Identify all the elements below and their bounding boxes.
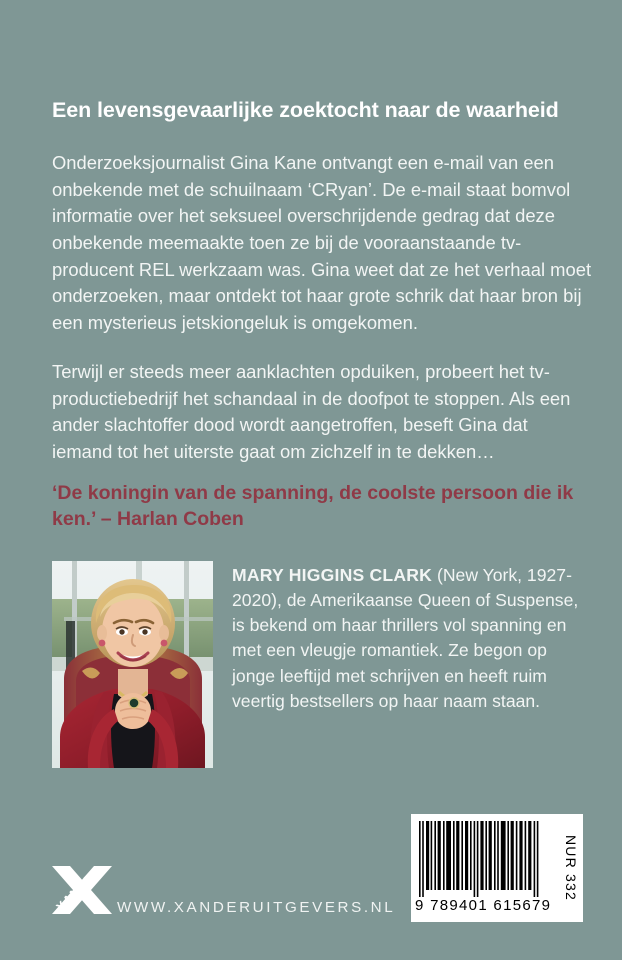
barcode-bars [419, 821, 543, 897]
svg-text:XANDER: XANDER [53, 863, 105, 915]
barcode [411, 814, 583, 922]
blurb-paragraph-2: Terwijl er steeds meer aanklachten opduiken, probeert het tv-productiebedrijf het schandaal in de doofpot te stoppen. Als een ander slachtoffer dood wordt aangetroffen, beseft Gina dat iemand tot het uiterste gaat om zichzelf in te dekken… [52, 360, 571, 462]
publisher-website: WWW.XANDERUITGEVERS.NL [117, 899, 396, 916]
isbn-number: 9 789401 615679 [415, 897, 552, 914]
publisher-logo [50, 862, 114, 924]
xander-x-logo-icon [50, 862, 114, 924]
nur-code: NUR 332 [563, 835, 579, 901]
pull-quote: ‘De koningin van de spanning, de coolste persoon die ik ken.’ – Harlan Coben [52, 482, 574, 530]
author-name: MARY HIGGINS CLARK [232, 565, 433, 585]
author-bio [232, 563, 594, 714]
blurb-paragraph-1: Onderzoeksjournalist Gina Kane ontvangt een e-mail van een onbekende met de schuilnaam ‘CRyan’. De e-mail staat bomvol informatie over het seksueel overschrijdende gedrag dat deze onbekende meemaakte toen ze bij de vooraanstaande tv-producent REL werkzaam was. Gina weet dat ze het verhaal moet onderzoeken, maar ontdekt tot haar grote schrik dat haar bron bij een mysterieus jetskiongeluk is omgekomen. [52, 152, 592, 334]
page-title: Een levensgevaarlijke zoektocht naar de waarheid [52, 98, 559, 122]
author-bio-text: (New York, 1927-2020), de Amerikaanse Queen of Suspense, is bekend om haar thrillers vol spanning en met een vleugje romantiek. Ze begon op jonge leeftijd met schrijven en heeft ruim veertig bestsellers op haar naam staan. [232, 565, 579, 711]
author-portrait-illustration [52, 561, 213, 768]
blurb [52, 150, 592, 488]
author-photo [52, 561, 213, 768]
